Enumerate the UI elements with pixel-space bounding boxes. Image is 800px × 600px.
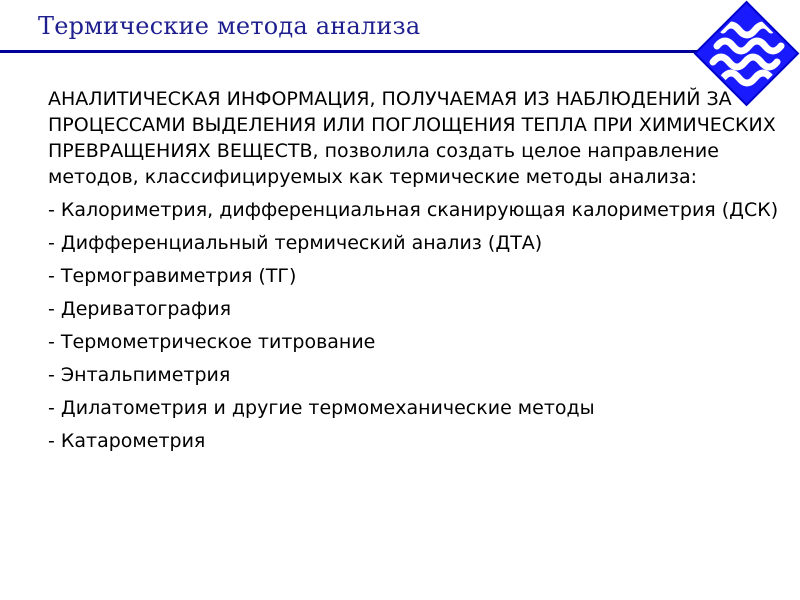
method-item-tg: - Термогравиметрия (ТГ) bbox=[48, 265, 297, 287]
method-item-calorimetry: - Калориметрия, дифференциальная сканирующая калориметрия (ДСК) bbox=[48, 199, 779, 221]
method-item-derivatography: - Дериватография bbox=[48, 298, 232, 320]
method-item-thermometric-titration: - Термометрическое титрование bbox=[48, 331, 376, 353]
slide-title: Термические метода анализа bbox=[38, 12, 421, 40]
method-item-dilatometry: - Дилатометрия и другие термомеханические методы bbox=[48, 397, 595, 419]
method-item-katharometry: - Катарометрия bbox=[48, 430, 206, 452]
method-item-dta: - Дифференциальный термический анализ (ДТА) bbox=[48, 232, 543, 254]
slide-body bbox=[48, 86, 783, 461]
intro-rest-text: , позволила создать целое направление методов, классифицируемых как термические методы анализа: bbox=[48, 140, 719, 188]
method-item-enthalpimetry: - Энтальпиметрия bbox=[48, 364, 231, 386]
intro-caps-text: АНАЛИТИЧЕСКАЯ ИНФОРМАЦИЯ, ПОЛУЧАЕМАЯ ИЗ НАБЛЮДЕНИЙ ЗА ПРОЦЕССАМИ ВЫДЕЛЕНИЯ ИЛИ ПОГЛОЩЕНИЯ ТЕПЛА ПРИ ХИМИЧЕСКИХ ПРЕВРАЩЕНИЯХ ВЕЩЕСТВ bbox=[48, 88, 776, 162]
intro-paragraph bbox=[48, 86, 783, 190]
title-divider bbox=[0, 50, 720, 53]
methods-list bbox=[48, 197, 783, 454]
